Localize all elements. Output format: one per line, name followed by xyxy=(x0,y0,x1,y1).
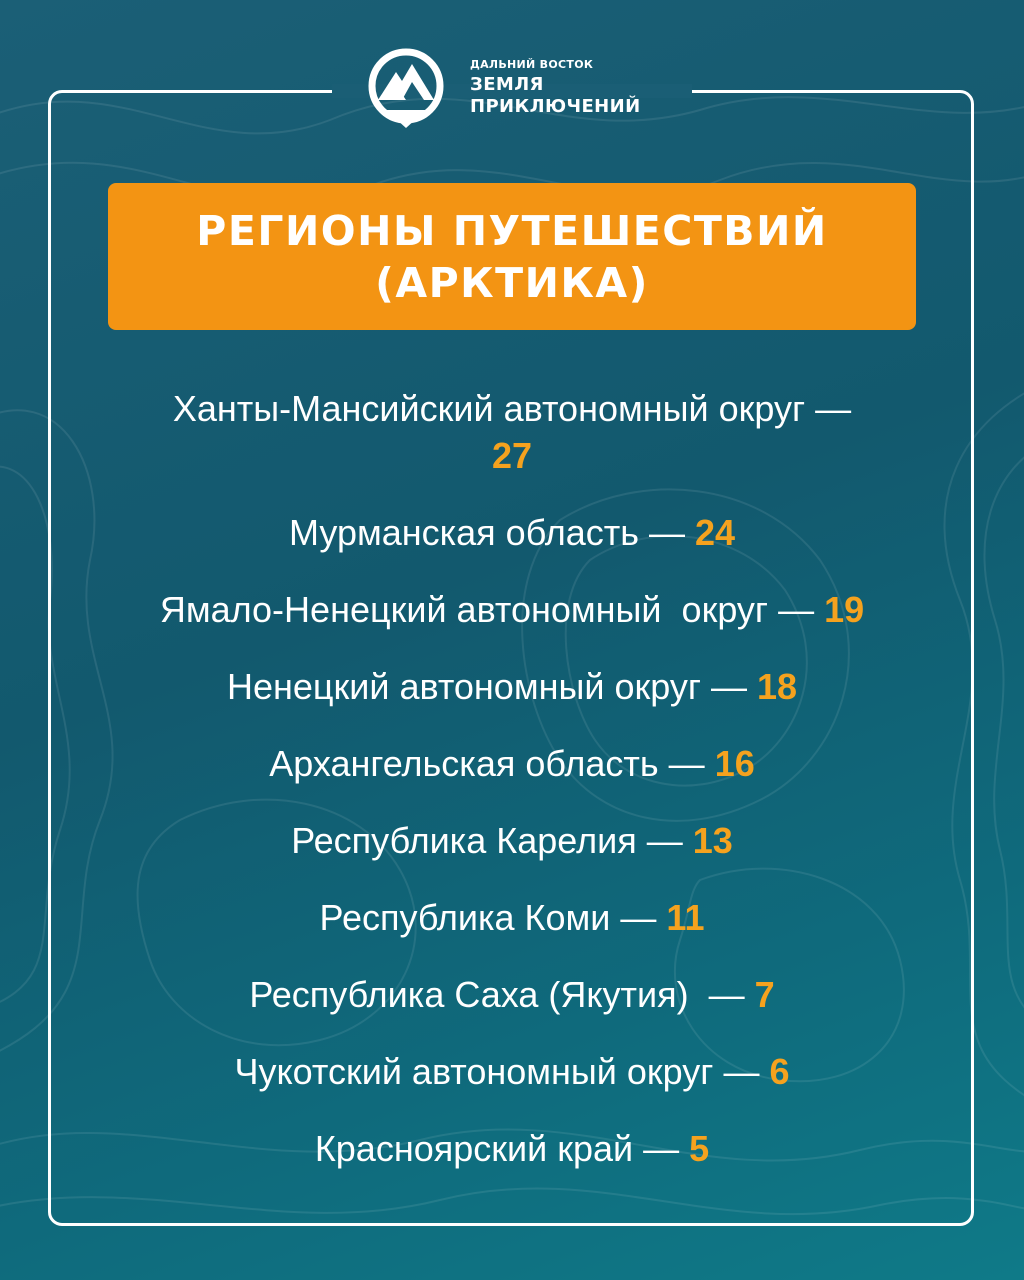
region-dash: — xyxy=(713,1051,770,1092)
region-name: Ямало-Ненецкий автономный округ xyxy=(159,589,769,630)
list-item xyxy=(60,894,964,941)
region-dash: — xyxy=(768,589,825,630)
page-title-line1: РЕГИОНЫ ПУТЕШЕСТВИЙ xyxy=(196,206,828,255)
list-item xyxy=(60,971,964,1018)
list-item xyxy=(60,586,964,633)
logo-title-line1: ЗЕМЛЯ xyxy=(470,74,544,95)
region-dash: — xyxy=(658,743,715,784)
region-count: 5 xyxy=(689,1128,710,1169)
region-dash: — xyxy=(688,974,755,1015)
region-count: 7 xyxy=(754,974,775,1015)
region-name: Чукотский автономный округ xyxy=(234,1051,714,1092)
region-count: 11 xyxy=(666,897,705,938)
region-name: Ханты-Мансийский автономный округ xyxy=(172,388,806,429)
region-count: 27 xyxy=(491,435,533,476)
region-name: Красноярский край xyxy=(314,1128,634,1169)
list-item xyxy=(60,1048,964,1095)
region-count: 19 xyxy=(824,589,865,630)
list-item xyxy=(162,385,862,479)
region-name: Республика Карелия xyxy=(291,820,637,861)
region-name: Ненецкий автономный округ xyxy=(226,666,701,707)
regions-list xyxy=(60,385,964,1202)
region-count: 24 xyxy=(694,512,736,553)
logo-subtitle: ДАЛЬНИЙ ВОСТОК xyxy=(470,58,594,71)
region-count: 6 xyxy=(769,1051,790,1092)
region-name: Мурманская область xyxy=(288,512,639,553)
region-dash: — xyxy=(610,897,667,938)
region-count: 16 xyxy=(714,743,755,784)
region-name: Архангельская область xyxy=(269,743,659,784)
region-name: Республика Саха (Якутия) xyxy=(249,974,689,1015)
mountain-pin-icon xyxy=(366,48,446,130)
region-dash: — xyxy=(805,388,862,429)
logo-title-line2: ПРИКЛЮЧЕНИЙ xyxy=(470,96,641,117)
region-dash: — xyxy=(638,512,695,553)
page-title-line2: (АРКТИКА) xyxy=(375,258,649,307)
brand-logo xyxy=(366,48,666,130)
region-dash: — xyxy=(636,820,693,861)
list-item xyxy=(60,740,964,787)
region-count: 18 xyxy=(756,666,798,707)
region-count: 13 xyxy=(692,820,733,861)
region-dash: — xyxy=(633,1128,690,1169)
list-item xyxy=(60,817,964,864)
title-banner xyxy=(108,183,916,330)
list-item xyxy=(60,663,964,710)
region-dash: — xyxy=(700,666,757,707)
region-name: Республика Коми xyxy=(319,897,611,938)
list-item xyxy=(60,1125,964,1172)
list-item xyxy=(60,509,964,556)
